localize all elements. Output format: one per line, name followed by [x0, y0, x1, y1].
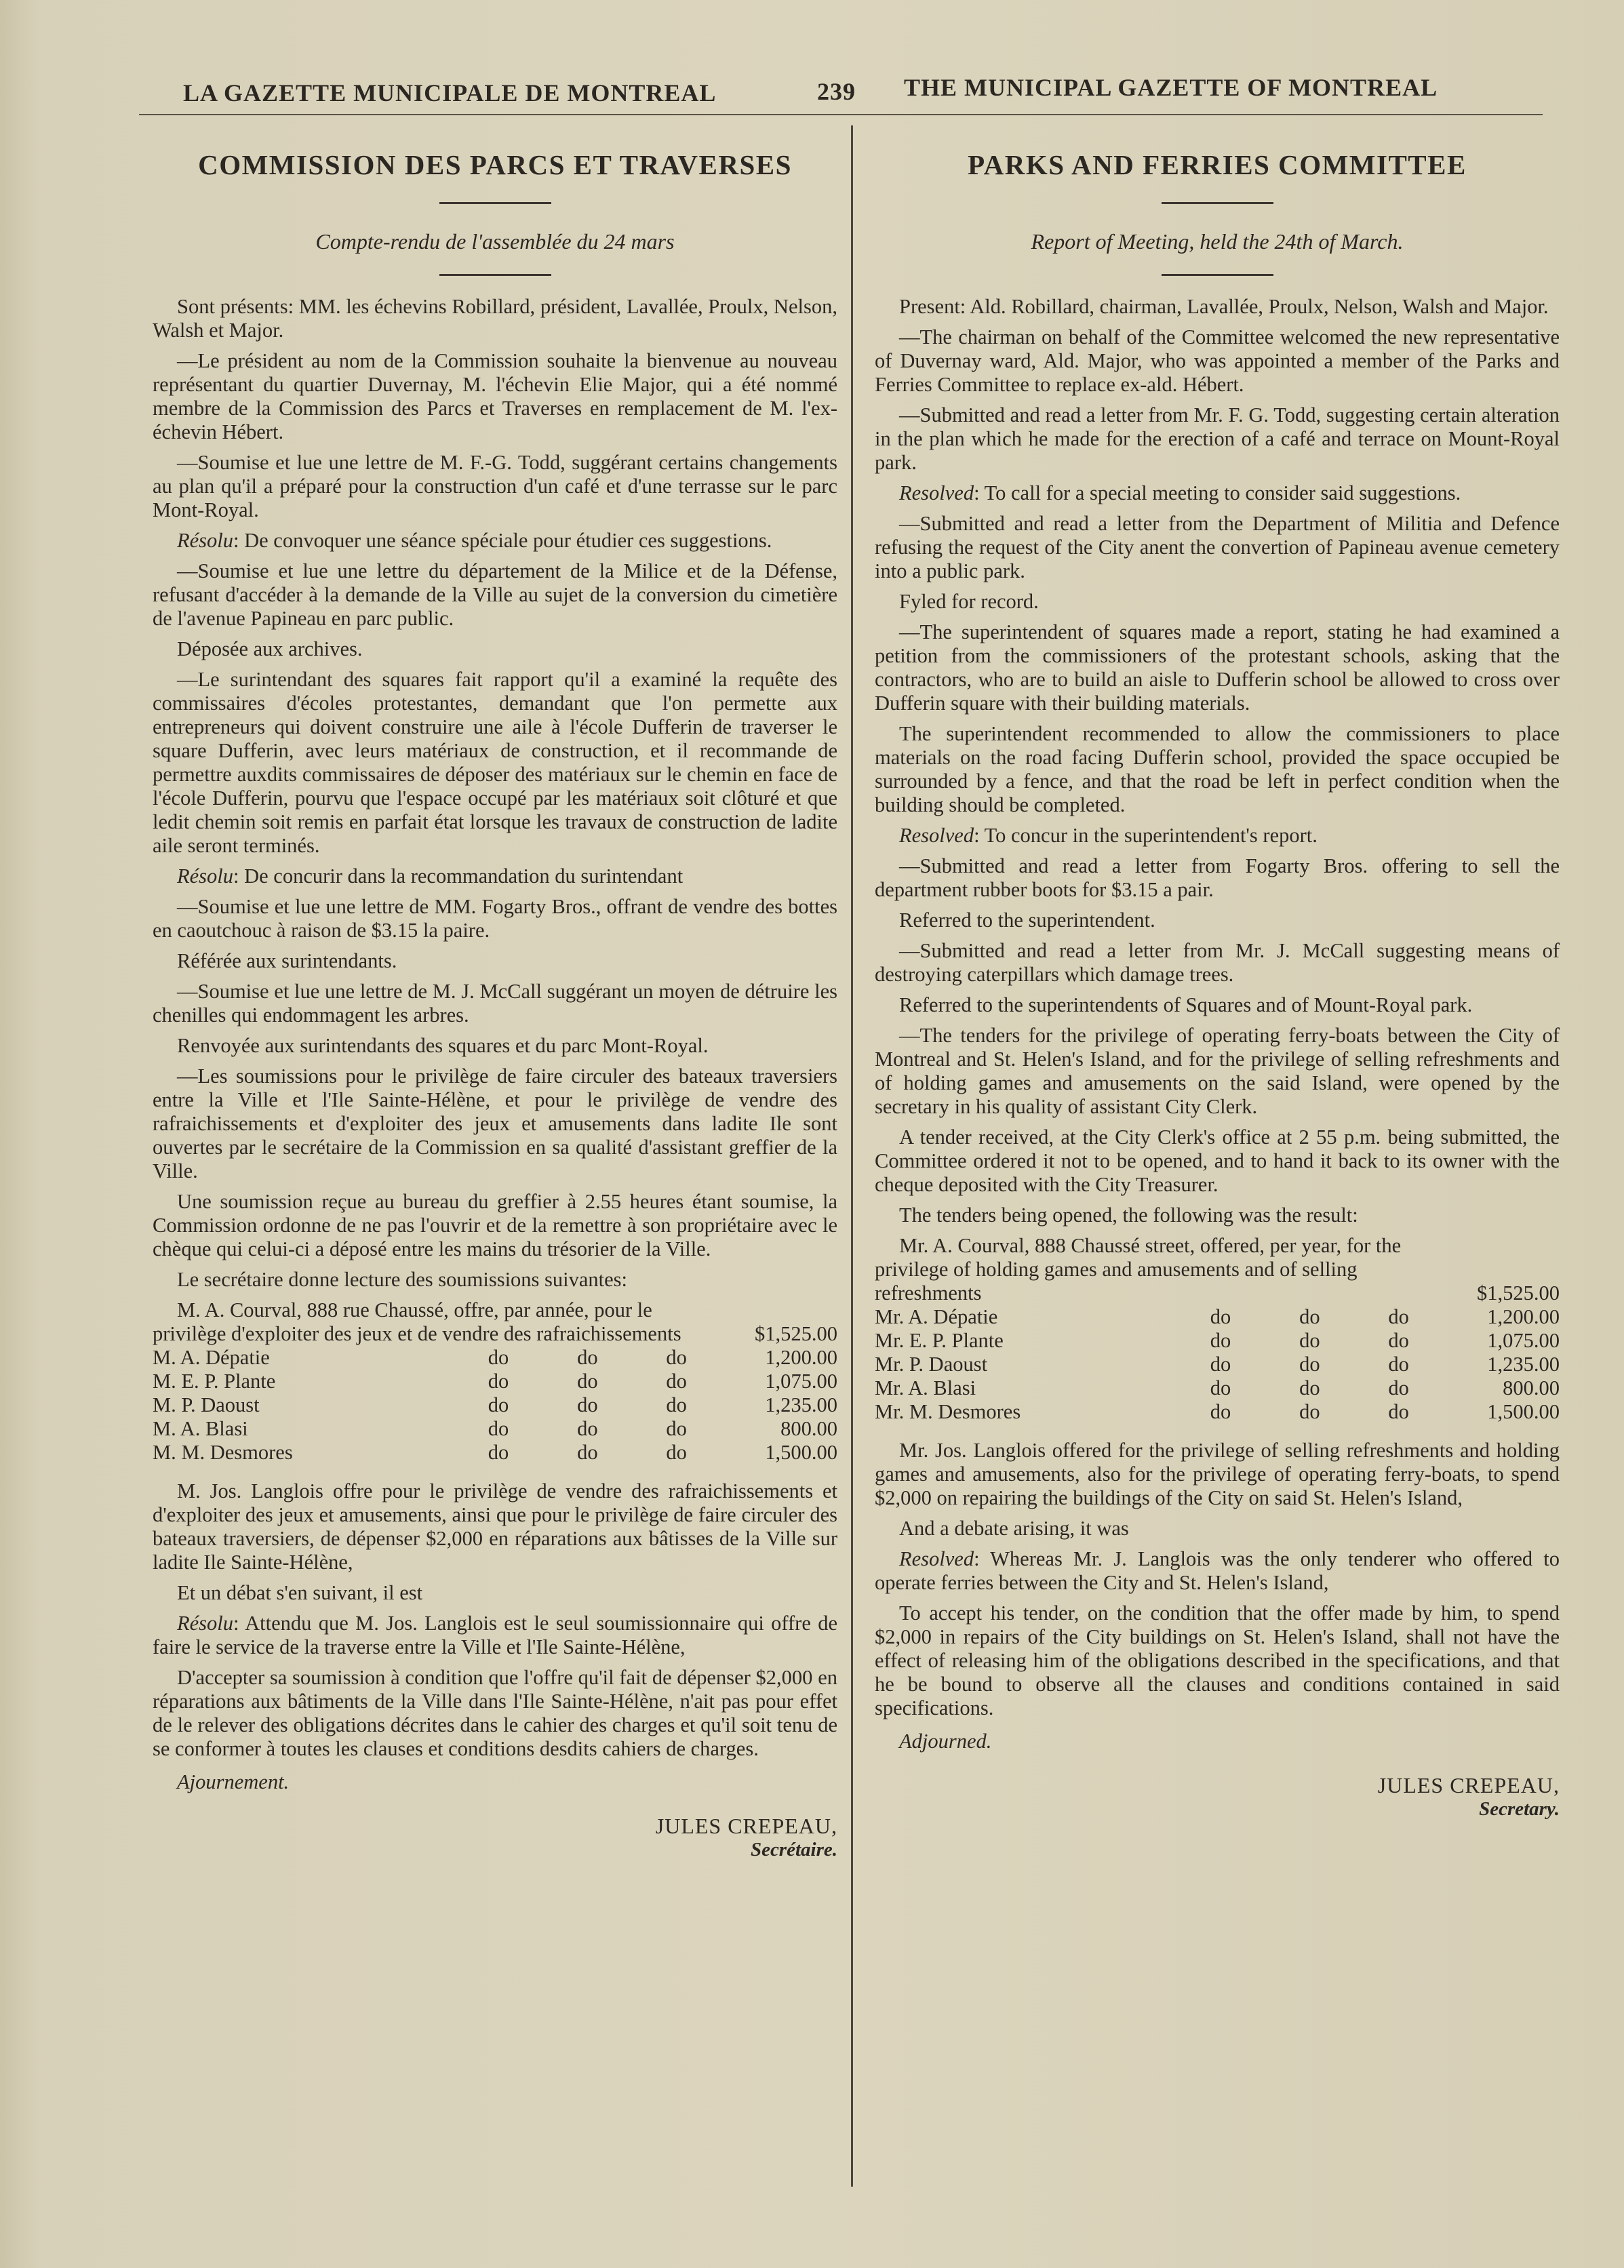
ditto: do [577, 1441, 598, 1464]
tender-intro: M. A. Courval, 888 rue Chaussé, offre, par année, pour le privilège d'exploiter des jeux et de vendre des rafraichissements [153, 1298, 681, 1345]
tender-name: M. M. Desmores [153, 1441, 293, 1464]
ditto: do [577, 1346, 598, 1369]
ditto: do [1388, 1400, 1409, 1423]
ditto: do [1299, 1353, 1320, 1376]
ditto: do [488, 1441, 509, 1464]
tender-name: Mr. A. Dépatie [875, 1305, 998, 1328]
resolution-paragraph [875, 1547, 1560, 1595]
paragraph: To accept his tender, on the condition that the offer made by him, to spend $2,000 in repairs of the City buildings on St. Helen's Island, shall not have the effect of releasing him of the obligations described in the specifications, and that he be bound to observe all the clauses and conditions contained in said specifications. [875, 1601, 1560, 1719]
paragraph: —Soumise et lue une lettre de M. J. McCall suggérant un moyen de détruire les chenilles qui endommagent les arbres. [153, 980, 837, 1027]
ditto: do [1388, 1353, 1409, 1376]
ditto: do [577, 1417, 598, 1440]
running-header [136, 73, 1539, 114]
paragraph: —Le surintendant des squares fait rapport qu'il a examiné la requête des commissaires d'écoles protestantes, demandant que l'on permette aux entrepreneurs qui doivent construire une aile à l'école Dufferin de traverser le square Dufferin, avec leurs matériaux de construction, et il recommande de permettre auxdits commissaires de déposer des matériaux sur le chemin en face de l'école Dufferin, pourvu que l'espace occupé par les matériaux soit clôturé et que ledit chemin soit remis en parfait état lorsque les travaux de construction de ladite aile seront terminés. [153, 668, 837, 857]
paragraph: Sont présents: MM. les échevins Robillard, président, Lavallée, Proulx, Nelson, Walsh et Major. [153, 295, 837, 342]
paragraph: —The superintendent of squares made a report, stating he had examined a petition from the commissioners of the protestant schools, asking that the contractors, who are to build an aisle to Dufferin school be allowed to cross over Dufferin square with their building materials. [875, 620, 1560, 715]
title-rule [439, 202, 551, 204]
paragraph: —Submitted and read a letter from Fogarty Bros. offering to sell the department rubber boots for $3.15 a pair. [875, 854, 1560, 901]
header-rule [139, 114, 1543, 115]
resolution-label: Résolu [177, 1612, 234, 1635]
table-row [875, 1305, 1560, 1329]
tender-amount: $1,525.00 [1477, 1281, 1560, 1305]
table-row [153, 1393, 837, 1417]
english-column [875, 136, 1560, 1821]
tender-amount: $1,525.00 [755, 1322, 837, 1345]
french-section-title: COMMISSION DES PARCS ET TRAVERSES [198, 149, 792, 180]
resolution-text: : De convoquer une séance spéciale pour étudier ces suggestions. [233, 529, 772, 552]
paragraph: —Submitted and read a letter from the Department of Militia and Defence refusing the request of the City anent the convertion of Papineau avenue cemetery into a public park. [875, 512, 1560, 582]
resolution-paragraph [153, 529, 837, 553]
tender-amount: 800.00 [1503, 1376, 1560, 1399]
tender-amount: 1,200.00 [765, 1346, 837, 1369]
signature-block [875, 1774, 1560, 1821]
paragraph: —The chairman on behalf of the Committee welcomed the new representative of Duvernay ward, Ald. Major, who was appointed a member of the Parks and Ferries Committee to replace ex-ald. Hébert. [875, 325, 1560, 396]
ditto: do [1299, 1400, 1320, 1423]
adjournment: Adjourned. [899, 1730, 992, 1753]
ditto: do [1388, 1305, 1409, 1328]
table-row [153, 1441, 837, 1465]
paragraph: —Soumise et lue une lettre de MM. Fogarty Bros., offrant de vendre des bottes en caoutchouc à raison de $3.15 la paire. [153, 895, 837, 942]
tenders-table [153, 1298, 837, 1465]
table-row [875, 1376, 1560, 1400]
resolution-label: Resolved [899, 1547, 974, 1570]
paragraph: Mr. Jos. Langlois offered for the privilege of selling refreshments and holding games and amusements, also for the privilege of operating ferry-boats, to spend $2,000 on repairing the buildings of the City on said St. Helen's Island, [875, 1439, 1560, 1509]
tender-amount: 1,500.00 [1487, 1400, 1560, 1423]
tender-amount: 1,075.00 [765, 1370, 837, 1393]
ditto: do [666, 1441, 687, 1464]
page-number: 239 [817, 78, 856, 105]
signature-name: JULES CREPEAU, [655, 1814, 837, 1838]
resolution-text: : Whereas Mr. J. Langlois was the only tenderer who offered to operate ferries between the City and St. Helen's Island, [875, 1547, 1560, 1594]
table-row [153, 1417, 837, 1441]
subtitle-rule [1162, 274, 1273, 276]
french-subtitle: Compte-rendu de l'assemblée du 24 mars [315, 229, 675, 254]
adjournment: Ajournement. [177, 1770, 290, 1793]
paragraph: —Le président au nom de la Commission souhaite la bienvenue au nouveau représentant du quartier Duvernay, M. l'échevin Elie Major, qui a été nommé membre de la Commission des Parcs et Traverses en remplacement de M. l'ex-échevin Hébert. [153, 349, 837, 443]
header-french-title: LA GAZETTE MUNICIPALE DE MONTREAL [183, 79, 717, 106]
tender-amount: 800.00 [780, 1417, 837, 1440]
signature-name: JULES CREPEAU, [1377, 1773, 1560, 1797]
table-row [875, 1329, 1560, 1353]
resolution-paragraph [875, 481, 1560, 505]
table-row [153, 1346, 837, 1370]
resolution-text: : To concur in the superintendent's report. [974, 824, 1318, 847]
paragraph: Renvoyée aux surintendants des squares et du parc Mont-Royal. [177, 1034, 709, 1057]
ditto: do [577, 1370, 598, 1393]
ditto: do [1299, 1329, 1320, 1352]
paragraph: —The tenders for the privilege of operating ferry-boats between the City of Montreal and St. Helen's Island, and for the privilege of selling refreshments and of holding games and amusements on the said Island, were opened by the secretary in his quality of assistant City Clerk. [875, 1024, 1560, 1118]
resolution-label: Resolved [899, 824, 974, 847]
tender-name: M. A. Blasi [153, 1417, 248, 1440]
paragraph: Fyled for record. [899, 590, 1039, 613]
ditto: do [666, 1370, 687, 1393]
ditto: do [1210, 1376, 1231, 1399]
table-row [875, 1353, 1560, 1376]
paragraph: —Submitted and read a letter from Mr. J. McCall suggesting means of destroying caterpillars which damage trees. [875, 939, 1560, 986]
tender-amount: 1,075.00 [1487, 1329, 1560, 1352]
resolution-label: Resolved [899, 481, 974, 504]
paragraph: Present: Ald. Robillard, chairman, Lavallée, Proulx, Nelson, Walsh and Major. [899, 295, 1549, 318]
paragraph: And a debate arising, it was [899, 1517, 1129, 1540]
paragraph: D'accepter sa soumission à condition que l'offre qu'il fait de dépenser $2,000 en réparations aux bâtiments de la Ville dans l'Ile Sainte-Hélène, n'ait pas pour effet de le relever des obligations décrites dans le cahier des charges et qu'il soit tenu de se conformer à toutes les clauses et conditions desdits cahiers de charges. [153, 1666, 837, 1760]
tender-intro-row [153, 1298, 837, 1346]
paragraph: Referred to the superintendents of Squares and of Mount-Royal park. [899, 993, 1473, 1016]
english-section-title: PARKS AND FERRIES COMMITTEE [968, 149, 1467, 180]
ditto: do [1388, 1329, 1409, 1352]
paragraph: The tenders being opened, the following was the result: [899, 1203, 1358, 1227]
tender-name: Mr. A. Blasi [875, 1376, 976, 1399]
paragraph: —Soumise et lue une lettre de M. F.-G. Todd, suggérant certains changements au plan qu'il a préparé pour la construction d'un café et d'une terrasse sur le parc Mont-Royal. [153, 451, 837, 521]
resolution-text: : To call for a special meeting to consider said suggestions. [974, 481, 1461, 504]
ditto: do [1210, 1400, 1231, 1423]
paragraph: M. Jos. Langlois offre pour le privilège de vendre des rafraichissements et d'exploiter des jeux et amusements, ainsi que pour le privilège de faire circuler des bateaux traversiers, de dépenser $2,000 en réparations aux bâtisses de la Ville sur ladite Ile Sainte-Hélène, [153, 1479, 837, 1574]
column-divider [851, 125, 853, 2187]
ditto: do [666, 1417, 687, 1440]
table-row [153, 1370, 837, 1393]
tender-amount: 1,235.00 [1487, 1353, 1560, 1376]
tender-name: Mr. M. Desmores [875, 1400, 1021, 1423]
paragraph: —Submitted and read a letter from Mr. F. G. Todd, suggesting certain alteration in the plan which he made for the erection of a café and terrace on Mount-Royal park. [875, 403, 1560, 474]
title-rule [1162, 202, 1273, 204]
resolution-paragraph [153, 864, 837, 888]
paragraph: —Soumise et lue une lettre du département de la Milice et de la Défense, refusant d'accéder à la demande de la Ville au sujet de la conversion du cimetière de l'avenue Papineau en parc public. [153, 559, 837, 630]
tender-name: M. E. P. Plante [153, 1370, 276, 1393]
ditto: do [488, 1393, 509, 1416]
signature-block [153, 1814, 837, 1862]
header-english-title: THE MUNICIPAL GAZETTE OF MONTREAL [904, 74, 1438, 101]
tender-name: Mr. P. Daoust [875, 1353, 988, 1376]
tender-intro-row [875, 1234, 1560, 1305]
tender-amount: 1,235.00 [765, 1393, 837, 1416]
paragraph: Referred to the superintendent. [899, 909, 1155, 932]
paragraph: Le secrétaire donne lecture des soumissions suivantes: [177, 1268, 628, 1291]
resolution-label: Résolu [177, 529, 234, 552]
ditto: do [666, 1346, 687, 1369]
ditto: do [1210, 1329, 1231, 1352]
tender-name: Mr. E. P. Plante [875, 1329, 1004, 1352]
french-column [153, 136, 837, 1862]
ditto: do [488, 1417, 509, 1440]
signature-title: Secretary. [1479, 1798, 1560, 1820]
paragraph: The superintendent recommended to allow the commissioners to place materials on the road facing Dufferin school, provided the space occupied be surrounded by a fence, and that the road be left in perfect condition when the building should be completed. [875, 722, 1560, 816]
table-row [875, 1400, 1560, 1424]
ditto: do [666, 1393, 687, 1416]
resolution-paragraph [153, 1612, 837, 1659]
ditto: do [488, 1370, 509, 1393]
paragraph: Déposée aux archives. [177, 637, 363, 660]
paragraph: Et un débat s'en suivant, il est [177, 1581, 423, 1604]
resolution-label: Résolu [177, 864, 234, 888]
ditto: do [577, 1393, 598, 1416]
ditto: do [1210, 1305, 1231, 1328]
tender-intro: Mr. A. Courval, 888 Chaussé street, offered, per year, for the privilege of holding games and amusements and of selling refreshments [875, 1234, 1402, 1305]
resolution-text: : Attendu que M. Jos. Langlois est le seul soumissionnaire qui offre de faire le service de la traverse entre la Ville et l'Ile Sainte-Hélène, [153, 1612, 837, 1658]
signature-title: Secrétaire. [750, 1839, 837, 1861]
subtitle-rule [439, 274, 551, 276]
tender-amount: 1,500.00 [765, 1441, 837, 1464]
tenders-table [875, 1234, 1560, 1424]
paragraph: Référée aux surintendants. [177, 949, 397, 972]
ditto: do [1299, 1305, 1320, 1328]
paragraph: —Les soumissions pour le privilège de faire circuler des bateaux traversiers entre la Ville et l'Ile Sainte-Hélène, et pour le privilège de vendre des rafraichissements et d'exploiter des jeux et amusements dans ladite Ile sont ouvertes par le secrétaire de la Commission en sa qualité d'assistant greffier de la Ville. [153, 1065, 837, 1182]
ditto: do [1210, 1353, 1231, 1376]
ditto: do [1299, 1376, 1320, 1399]
resolution-text: : De concurir dans la recommandation du surintendant [233, 864, 684, 888]
resolution-paragraph [875, 824, 1560, 848]
ditto: do [1388, 1376, 1409, 1399]
tender-name: M. A. Dépatie [153, 1346, 270, 1369]
ditto: do [488, 1346, 509, 1369]
paragraph: Une soumission reçue au bureau du greffier à 2.55 heures étant soumise, la Commission ordonne de ne pas l'ouvrir et de la remettre à son propriétaire avec le chèque qui celui-ci a déposé entre les mains du trésorier de la Ville. [153, 1190, 837, 1260]
tender-name: M. P. Daoust [153, 1393, 260, 1416]
paragraph: A tender received, at the City Clerk's office at 2 55 p.m. being submitted, the Committee ordered it not to be opened, and to hand it back to its owner with the cheque deposited with the City Treasurer. [875, 1126, 1560, 1196]
tender-amount: 1,200.00 [1487, 1305, 1560, 1328]
english-subtitle: Report of Meeting, held the 24th of March. [1031, 229, 1404, 254]
